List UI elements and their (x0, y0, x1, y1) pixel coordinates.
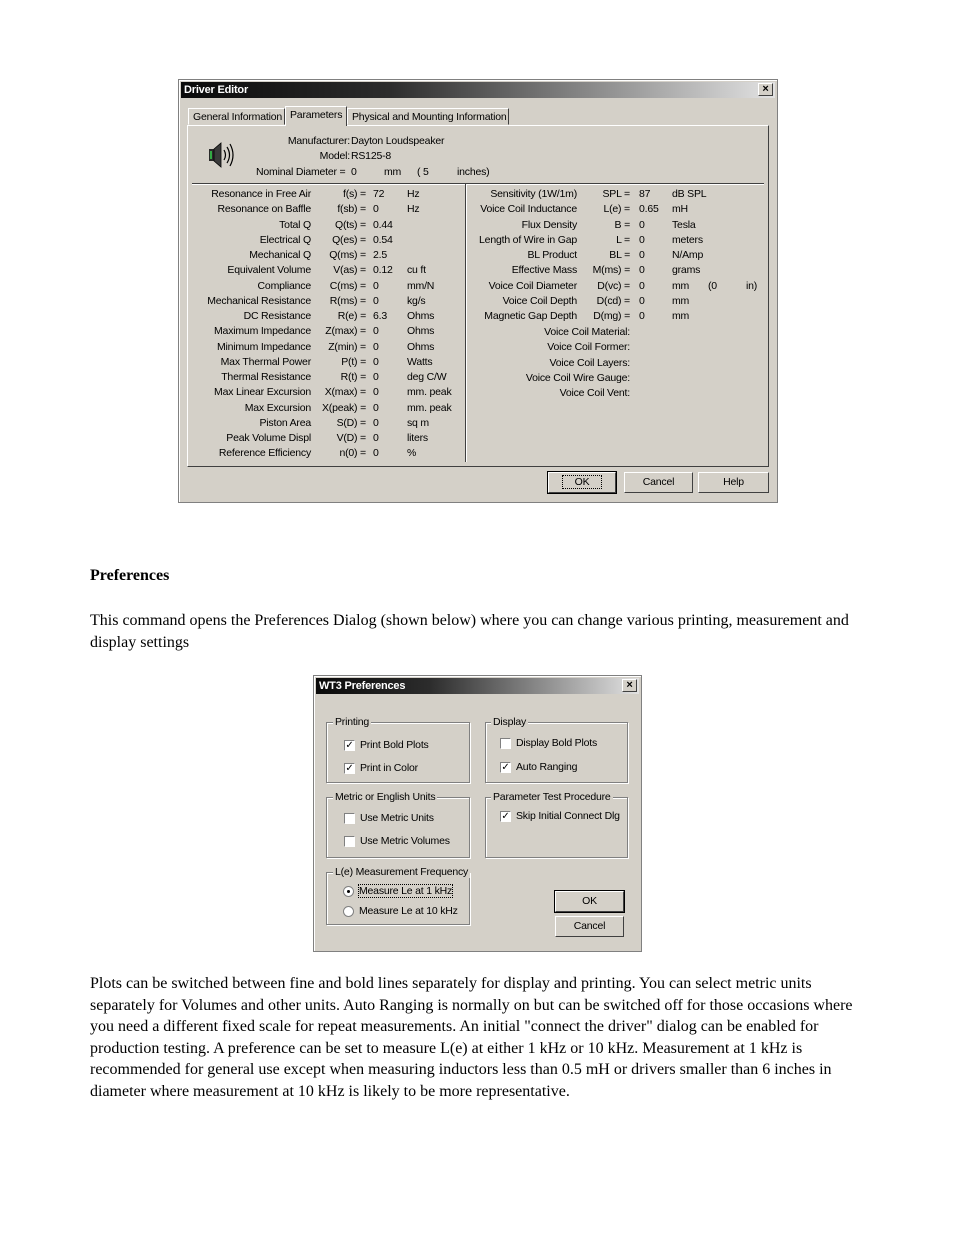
left-param-unit: mm/N (407, 279, 435, 292)
auto-ranging-label[interactable]: Auto Ranging (516, 761, 578, 773)
left-param-unit: Ohms (407, 340, 435, 353)
horizontal-divider (192, 183, 764, 185)
print-bold-plots-label[interactable]: Print Bold Plots (360, 739, 429, 751)
left-param-symbol: X(max) = (324, 386, 366, 399)
left-param-value[interactable]: 0 (373, 371, 379, 383)
right-param-label: Voice Coil Depth (502, 294, 577, 307)
left-param-label: Mechanical Q (249, 249, 311, 261)
vertical-divider (465, 184, 467, 462)
right-param-symbol: L = (616, 233, 630, 246)
preferences-title: WT3 Preferences (319, 680, 406, 692)
printing-group (326, 716, 470, 783)
tab-parameters[interactable]: Parameters (285, 106, 347, 126)
left-param-label: Electrical Q (259, 233, 311, 246)
display-group-title: Display (493, 716, 527, 728)
left-param-unit: sq m (407, 416, 429, 429)
left-param-symbol: P(t) = (341, 355, 366, 368)
measure-10khz-radio[interactable] (343, 906, 354, 917)
left-param-label: Thermal Resistance (221, 371, 311, 383)
right-param-value[interactable]: 0 (639, 279, 645, 292)
left-param-value[interactable]: 0 (373, 447, 379, 460)
right-param-unit: meters (672, 233, 703, 246)
parameters-panel (187, 125, 769, 467)
right-param-unit: Tesla (672, 218, 696, 231)
left-param-label: Resonance on Baffle (217, 203, 311, 216)
left-param-unit: mm. peak (407, 401, 452, 414)
left-param-label: Total Q (279, 218, 311, 231)
left-param-symbol: f(sb) = (337, 203, 366, 216)
right-param-label: Voice Coil Diameter (488, 279, 577, 292)
driver-editor-window (178, 79, 778, 503)
voice-coil-field-label: Voice Coil Former: (547, 341, 630, 354)
auto-ranging-checkbox[interactable]: ✓ (501, 762, 510, 773)
left-param-label: Equivalent Volume (227, 264, 311, 277)
right-param-value[interactable]: 0 (639, 294, 645, 307)
left-param-symbol: S(D) = (336, 416, 366, 429)
tab-general-information[interactable]: General Information (188, 108, 285, 125)
left-param-unit: Ohms (407, 310, 435, 322)
measure-10khz-label[interactable]: Measure Le at 10 kHz (359, 905, 458, 917)
left-param-value[interactable]: 0 (373, 325, 379, 338)
right-param-label: Length of Wire in Gap (479, 233, 577, 246)
left-param-unit: Hz (407, 203, 420, 216)
left-param-value[interactable]: 0 (373, 203, 379, 216)
left-param-value[interactable]: 0.12 (373, 264, 393, 277)
nominal-diameter-in: ( 5 (417, 166, 429, 178)
use-metric-volumes-checkbox[interactable] (344, 836, 355, 847)
left-param-value[interactable]: 0 (373, 432, 379, 444)
left-param-symbol: f(s) = (342, 188, 366, 200)
voice-coil-field-label: Voice Coil Material: (544, 326, 630, 338)
voice-coil-field-label: Voice Coil Wire Gauge: (525, 371, 630, 384)
left-param-label: Reference Efficiency (218, 447, 311, 460)
left-param-label: Resonance in Free Air (211, 188, 311, 200)
left-param-value[interactable]: 2.5 (373, 249, 387, 261)
manufacturer-label: Manufacturer: (287, 135, 350, 147)
use-metric-units-label[interactable]: Use Metric Units (360, 812, 434, 824)
model-value: RS125-8 (351, 150, 392, 162)
mm-unit: mm (384, 166, 402, 178)
left-param-unit: liters (407, 432, 428, 444)
close-icon[interactable]: × (622, 679, 637, 692)
preferences-heading: Preferences (90, 567, 170, 584)
left-param-unit: cu ft (407, 264, 426, 277)
voice-coil-field-label: Voice Coil Vent: (559, 387, 630, 399)
skip-initial-connect-label[interactable]: Skip Initial Connect Dlg (516, 810, 620, 822)
left-param-value[interactable]: 0 (373, 279, 379, 292)
left-param-symbol: V(D) = (336, 432, 366, 444)
left-param-unit: kg/s (407, 294, 426, 307)
right-param-symbol: D(mg) = (593, 310, 630, 322)
parameter-test-group-title: Parameter Test Procedure (493, 791, 611, 803)
left-param-symbol: Z(min) = (328, 340, 366, 353)
nominal-diameter-mm: 0 (351, 166, 357, 178)
left-param-label: Max Excursion (244, 401, 311, 414)
left-param-symbol: C(ms) = (329, 279, 366, 292)
right-param-label: Sensitivity (1W/1m) (490, 188, 577, 200)
left-param-label: Minimum Impedance (216, 340, 311, 353)
right-param-label: BL Product (527, 249, 577, 261)
left-param-label: Compliance (257, 279, 311, 292)
left-param-value[interactable]: 0 (373, 340, 379, 353)
right-param-label: Effective Mass (511, 264, 577, 277)
left-param-label: Max Thermal Power (220, 355, 311, 368)
left-param-label: Piston Area (259, 416, 311, 429)
left-param-value[interactable]: 0 (373, 386, 379, 399)
right-param-unit: mm (672, 294, 690, 307)
measure-1khz-radio[interactable] (343, 886, 354, 897)
speaker-icon (208, 139, 234, 171)
model-label: Model: (319, 150, 350, 162)
print-bold-plots-checkbox[interactable]: ✓ (345, 740, 354, 751)
right-param-symbol: BL = (609, 249, 630, 261)
left-param-value[interactable]: 0.44 (373, 218, 393, 231)
left-param-value[interactable]: 0 (373, 401, 379, 414)
left-param-label: DC Resistance (243, 310, 311, 322)
left-param-label: Peak Volume Displ (226, 432, 311, 444)
left-param-unit: Watts (407, 355, 433, 368)
right-param-symbol: SPL = (602, 188, 630, 200)
left-param-symbol: n(0) = (339, 447, 366, 460)
left-param-symbol: Q(es) = (332, 233, 366, 246)
left-param-value[interactable]: 6.3 (373, 310, 387, 322)
preferences-intro: This command opens the Preferences Dialog (shown below) where you can change various printing, measurement and display settings (90, 612, 849, 651)
display-bold-plots-label[interactable]: Display Bold Plots (516, 737, 598, 749)
vc-diameter-in-unit: in) (746, 280, 758, 292)
le-frequency-group-title: L(e) Measurement Frequency (335, 866, 469, 878)
left-param-value[interactable]: 0 (373, 355, 379, 368)
print-in-color-label[interactable]: Print in Color (360, 762, 418, 774)
inches-unit: inches) (457, 166, 490, 178)
units-group (326, 791, 470, 858)
right-param-symbol: L(e) = (603, 203, 630, 216)
left-param-symbol: R(ms) = (329, 294, 366, 307)
nominal-diameter-label: Nominal Diameter = (256, 166, 346, 178)
left-param-unit: mm. peak (407, 386, 452, 399)
right-param-unit: N/Amp (672, 249, 704, 261)
right-param-symbol: D(cd) = (596, 294, 630, 307)
left-param-symbol: R(t) = (340, 371, 366, 383)
right-param-symbol: D(vc) = (597, 279, 630, 292)
left-param-value[interactable]: 0 (373, 294, 379, 307)
left-param-value[interactable]: 0.54 (373, 233, 393, 246)
left-param-symbol: X(peak) = (321, 401, 366, 414)
right-param-value[interactable]: 0 (639, 233, 645, 246)
right-param-unit: mH (672, 203, 688, 216)
right-param-label: Magnetic Gap Depth (484, 310, 577, 322)
left-param-label: Maximum Impedance (214, 325, 311, 338)
display-bold-plots-checkbox[interactable] (500, 738, 511, 749)
preferences-ok-button[interactable]: OK (555, 891, 624, 912)
display-group (485, 716, 628, 783)
right-param-label: Flux Density (521, 218, 577, 231)
use-metric-volumes-label[interactable]: Use Metric Volumes (360, 835, 450, 847)
left-param-symbol: Q(ms) = (329, 249, 366, 261)
left-param-unit: Hz (407, 188, 420, 200)
help-button[interactable]: Help (698, 472, 769, 493)
preferences-cancel-button[interactable]: Cancel (555, 916, 624, 937)
units-group-title: Metric or English Units (335, 791, 436, 803)
close-icon[interactable]: × (758, 83, 773, 96)
cancel-button[interactable]: Cancel (624, 472, 693, 493)
parameter-test-group (485, 791, 628, 858)
use-metric-units-checkbox[interactable] (344, 813, 355, 824)
preferences-titlebar[interactable] (316, 678, 639, 694)
left-param-unit: deg C/W (407, 371, 447, 383)
print-in-color-checkbox[interactable]: ✓ (345, 763, 354, 774)
right-param-symbol: M(ms) = (592, 264, 630, 277)
left-param-symbol: Z(max) = (325, 325, 366, 338)
right-param-label: Voice Coil Inductance (480, 203, 577, 216)
vc-diameter-in: (0 (708, 280, 717, 292)
right-param-symbol: B = (614, 218, 630, 231)
left-param-unit: Ohms (407, 325, 435, 338)
left-param-label: Mechanical Resistance (207, 294, 311, 307)
left-param-symbol: R(e) = (337, 310, 366, 322)
right-param-unit: grams (672, 264, 701, 277)
right-param-value[interactable]: 87 (639, 188, 651, 200)
ok-button-label: OK (562, 475, 603, 489)
left-param-symbol: Q(ts) = (335, 218, 366, 231)
left-param-unit: % (407, 447, 417, 460)
driver-editor-title: Driver Editor (184, 84, 249, 96)
manufacturer-value: Dayton Loudspeaker (351, 135, 445, 147)
left-param-value[interactable]: 72 (373, 188, 385, 200)
skip-initial-connect-checkbox[interactable]: ✓ (501, 811, 510, 822)
right-param-value[interactable]: 0.65 (639, 203, 659, 216)
left-param-value[interactable]: 0 (373, 416, 379, 429)
preferences-body: Plots can be switched between fine and bold lines separately for display and printing. You can select metric units separately for Volumes and other units. Auto Ranging is normally on but can be switched off for those occasions where you need a different fixed scale for repeat measurements. An initial "connect the driver" dialog can be enabled for production testing. A preference can be set to measure L(e) at either 1 kHz or 10 kHz. Measurement at 1 kHz is recommended for general use except when measuring inductors less than 0.5 mH or drivers smaller than 6 inches in diameter where measurement at 10 kHz is likely to be more representative. (90, 975, 853, 1100)
right-param-unit: dB SPL (672, 188, 707, 200)
measure-1khz-label[interactable]: Measure Le at 1 kHz (359, 885, 453, 897)
printing-group-title: Printing (335, 716, 370, 728)
le-frequency-group (326, 866, 470, 925)
ok-button[interactable] (548, 472, 616, 493)
right-param-value[interactable]: 0 (639, 310, 645, 322)
left-param-label: Max Linear Excursion (214, 386, 311, 399)
tab-physical-mounting[interactable]: Physical and Mounting Information (347, 108, 509, 125)
wt3-preferences-window (313, 675, 642, 952)
right-param-unit: mm (672, 279, 690, 292)
right-param-unit: mm (672, 310, 690, 322)
right-param-value[interactable]: 0 (639, 218, 645, 231)
right-param-value[interactable]: 0 (639, 249, 645, 261)
left-param-symbol: V(as) = (333, 264, 366, 277)
driver-editor-titlebar[interactable] (181, 82, 775, 98)
right-param-value[interactable]: 0 (639, 264, 645, 277)
voice-coil-field-label: Voice Coil Layers: (549, 356, 630, 369)
